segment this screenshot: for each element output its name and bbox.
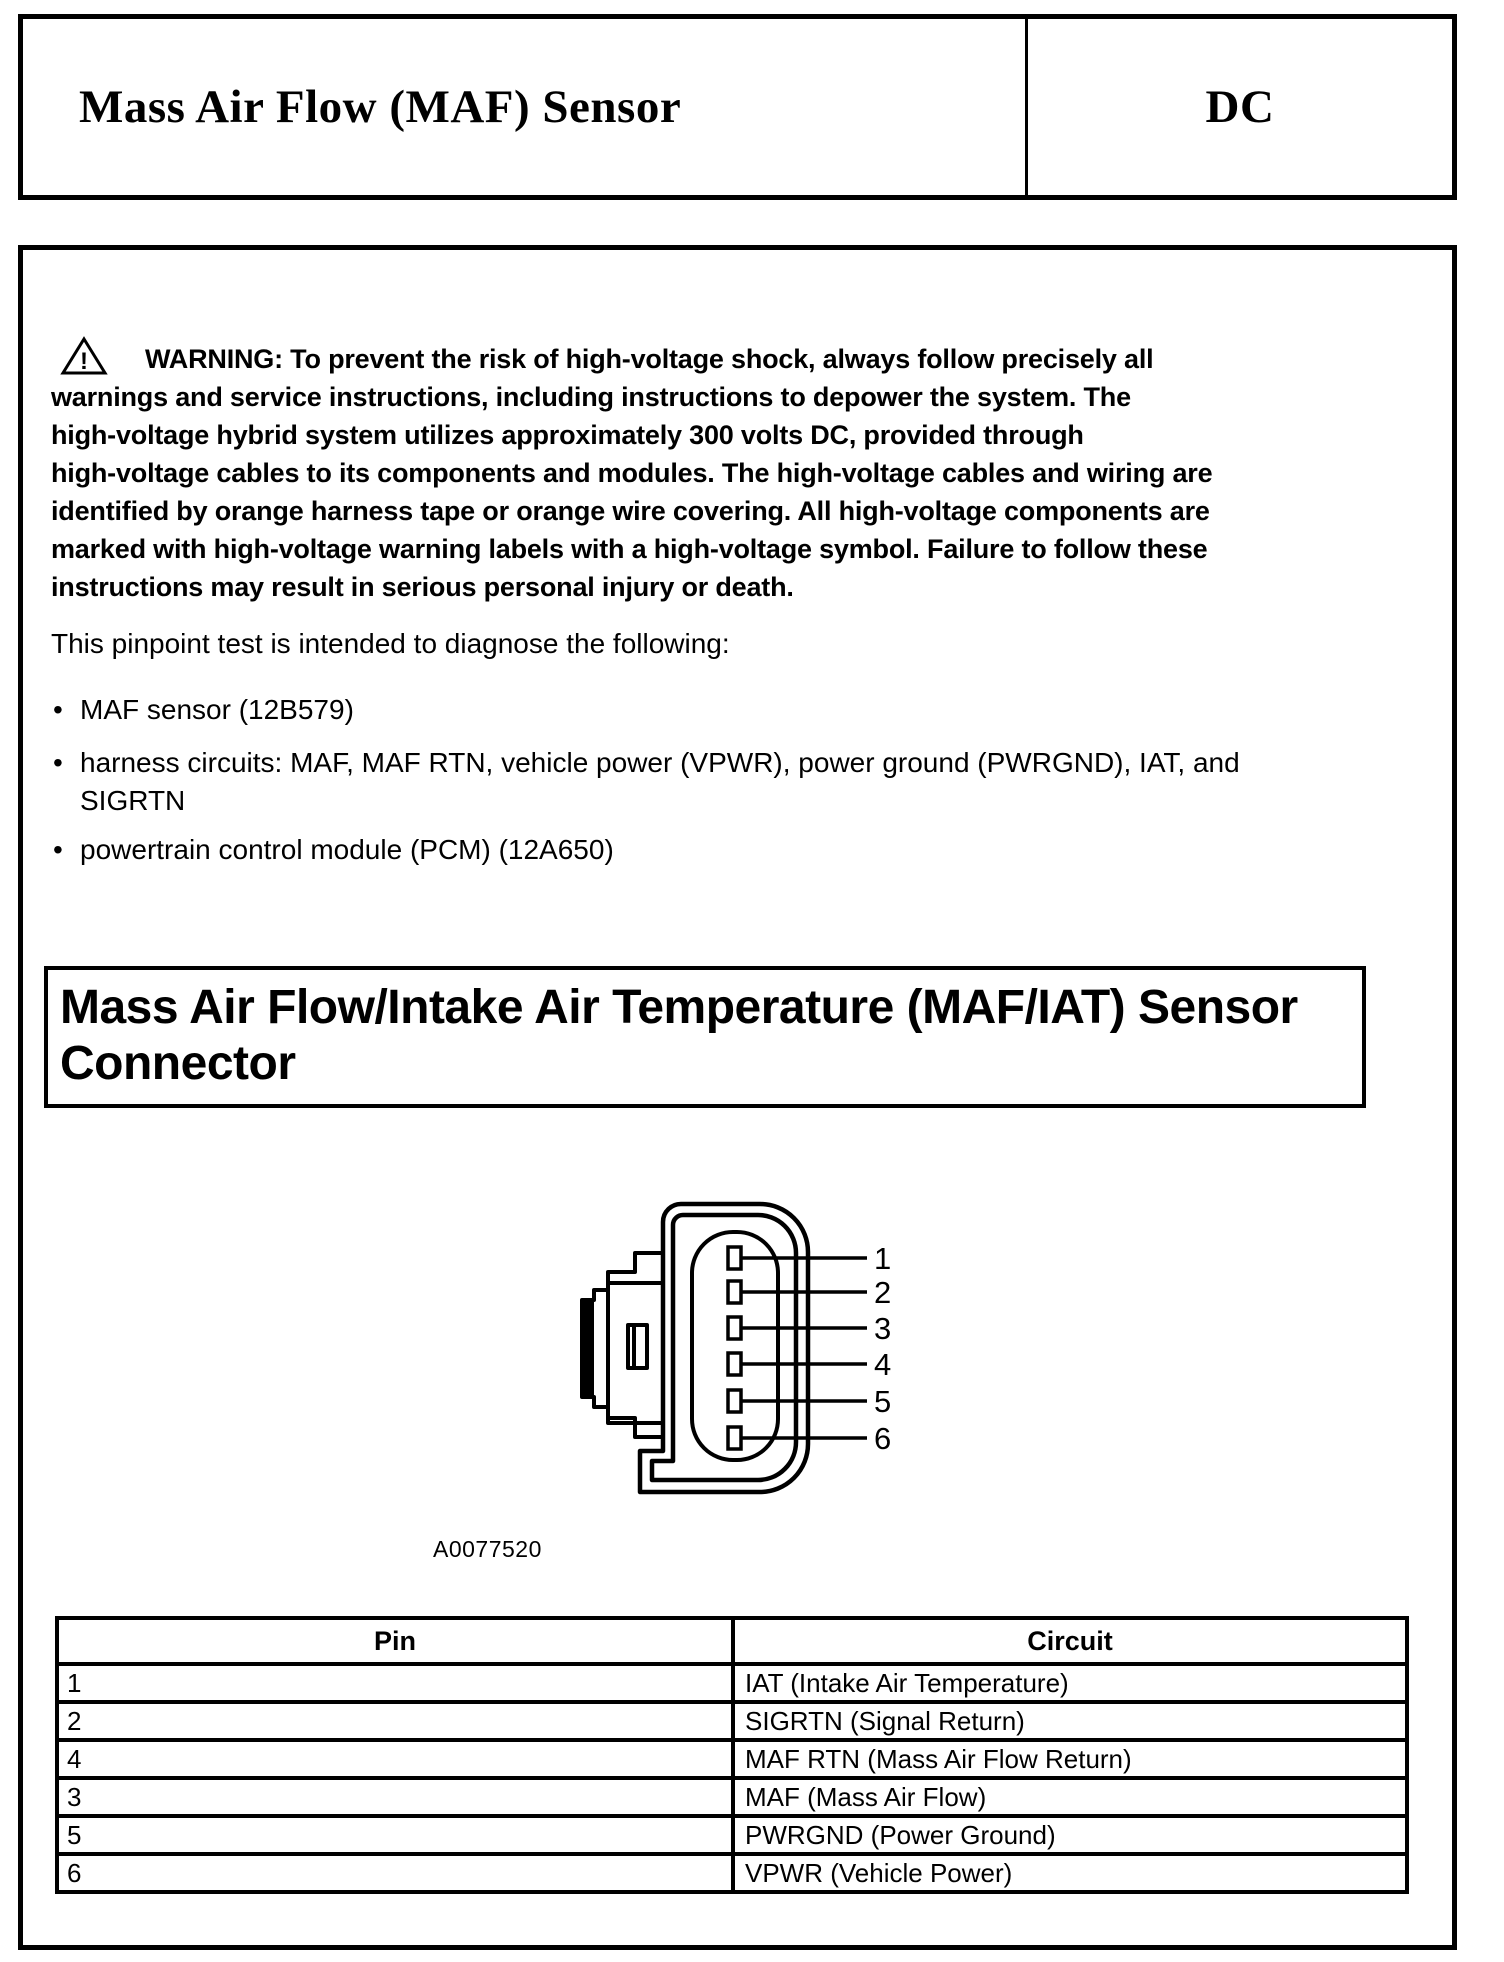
mounting-bracket [582,1253,663,1437]
pin-value: 5 [57,1816,733,1854]
circuit-value: MAF RTN (Mass Air Flow Return) [733,1740,1407,1778]
pin-number-label: 5 [874,1384,892,1419]
pin-value: 3 [57,1778,733,1816]
circuit-value: SIGRTN (Signal Return) [733,1702,1407,1740]
bullet-marker: • [53,694,63,725]
warning-text-line: warnings and service instructions, including instructions to depower the system. The [51,382,1131,412]
bracket-key [580,1300,594,1397]
section-title: Mass Air Flow/Intake Air Temperature (MAF/IAT) Sensor Connector [60,981,1298,1090]
pin-value: 6 [57,1854,733,1892]
connector-housing [640,1204,808,1492]
warning-text-line: WARNING: To prevent the risk of high-voltage shock, always follow precisely all [145,344,1154,374]
bullet-text-line: SIGRTN [80,785,186,816]
circuit-value: PWRGND (Power Ground) [733,1816,1407,1854]
warning-triangle-icon [60,336,108,376]
warning-text-line: identified by orange harness tape or orange wire covering. All high-voltage components are [51,496,1210,526]
table-row [57,1816,1407,1854]
column-header-pin: Pin [57,1618,733,1664]
pin-value: 4 [57,1740,733,1778]
table-header-row [57,1618,1407,1664]
section-title-box [44,966,1366,1108]
pin-value: 1 [57,1664,733,1702]
warning-text-line: high-voltage hybrid system utilizes approximately 300 volts DC, provided through [51,420,1084,450]
pin-number-label: 6 [874,1421,892,1456]
content-panel [18,245,1457,1950]
circuit-value: VPWR (Vehicle Power) [733,1854,1407,1892]
warning-text-line: instructions may result in serious personal injury or death. [51,572,794,602]
table-row [57,1702,1407,1740]
pin-value: 2 [57,1702,733,1740]
pin-number-labels [874,1241,891,1456]
pinpoint-test-intro: This pinpoint test is intended to diagnose the following: [51,628,730,659]
pin-leader-lines [741,1258,867,1438]
list-item [53,831,614,869]
list-item [53,744,1240,820]
table-row [57,1740,1407,1778]
table-row [57,1664,1407,1702]
circuit-value: IAT (Intake Air Temperature) [733,1664,1407,1702]
pin-number-label: 4 [874,1347,892,1382]
figure-id: A0077520 [433,1536,542,1562]
header-code-cell [1028,19,1452,195]
list-item [53,691,354,729]
table-row [57,1778,1407,1816]
table-row [57,1854,1407,1892]
pin-number-label: 3 [874,1311,892,1346]
warning-text-line: marked with high-voltage warning labels with a high-voltage symbol. Failure to follow these [51,534,1208,564]
page-title: Mass Air Flow (MAF) Sensor [79,81,682,133]
bullet-marker: • [53,747,63,778]
document-header [18,14,1457,200]
connector-diagram [560,1190,920,1520]
svg-text:!: ! [80,348,88,375]
column-header-circuit: Circuit [733,1618,1407,1664]
pin-circuit-table [55,1616,1409,1894]
header-title-cell [23,19,1028,195]
warning-text-line: high-voltage cables to its components and modules. The high-voltage cables and wiring are [51,458,1213,488]
bullet-text-line: MAF sensor (12B579) [80,694,354,725]
warning-block [51,340,1212,606]
circuit-value: MAF (Mass Air Flow) [733,1778,1407,1816]
section-code: DC [1205,81,1275,133]
bullet-text-line: harness circuits: MAF, MAF RTN, vehicle power (VPWR), power ground (PWRGND), IAT, and [80,747,1240,778]
pin-number-label: 1 [874,1241,892,1276]
bullet-marker: • [53,834,63,865]
connector-pins [728,1247,741,1449]
pin-number-label: 2 [874,1275,892,1310]
bullet-text-line: powertrain control module (PCM) (12A650) [80,834,614,865]
